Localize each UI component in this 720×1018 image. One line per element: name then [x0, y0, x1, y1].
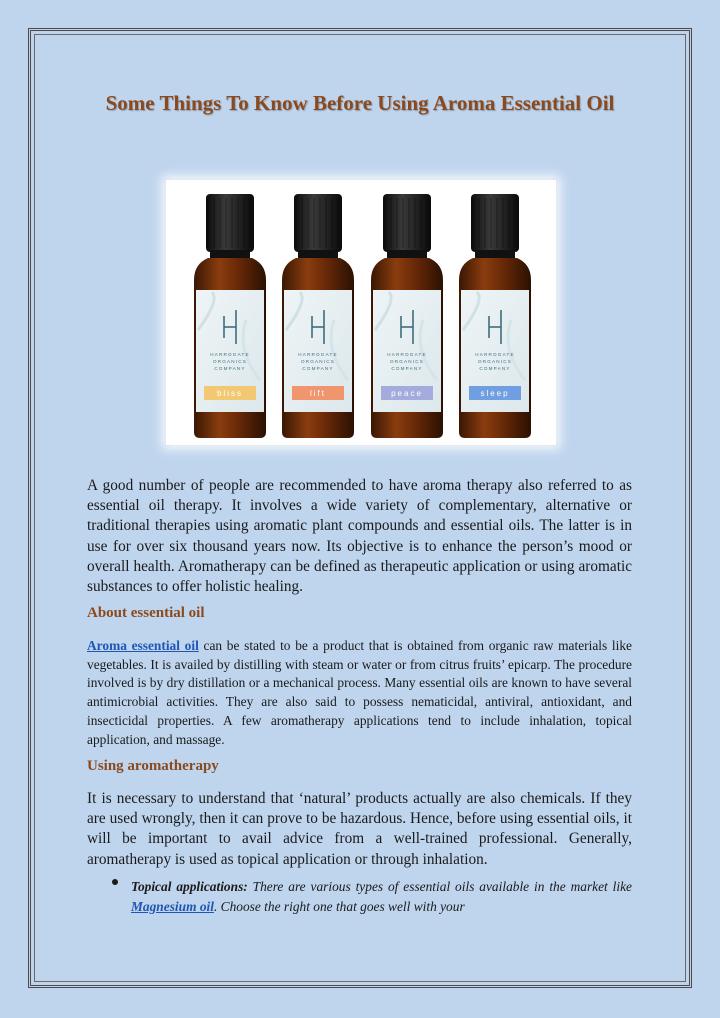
brand-text: ORGANICS	[389, 359, 425, 364]
magnesium-oil-link[interactable]: Magnesium oil	[131, 899, 214, 914]
bullet-text-before: There are various types of essential oils available in the market like	[247, 879, 632, 894]
bottle-lift	[282, 194, 354, 438]
bullet-lead: Topical applications:	[131, 879, 248, 894]
list-bullet	[112, 879, 118, 885]
intro-paragraph: A good number of people are recommended to have aroma therapy also referred to as essential oil therapy. It involves a wide variety of complementary, alternative or traditional therapies using aromatic plant compounds and essential oils. The latter is in use for over six thousand years now. Its objective is to enhance the person’s mood or overall health. Aromatherapy can be defined as therapeutic application or using aromatic substances to offer holistic healing.	[87, 477, 632, 596]
bottle-cap	[383, 194, 431, 252]
brand-text: ORGANICS	[477, 359, 513, 364]
essential-oil-bottles-photo	[166, 180, 556, 445]
page-title: Some Things To Know Before Using Aroma Essential Oil	[105, 91, 615, 115]
bottle-neck-ring	[475, 250, 515, 258]
using-heading: Using aromatherapy	[87, 758, 219, 774]
brand-text: COMPANY	[214, 366, 246, 371]
brand-text: ORGANICS	[300, 359, 336, 364]
bottle-peace	[371, 194, 443, 438]
about-heading: About essential oil	[87, 605, 205, 621]
bottle-neck-ring	[387, 250, 427, 258]
bottle-neck-ring	[210, 250, 250, 258]
bottle-cap	[206, 194, 254, 252]
brand-text: COMPANY	[479, 366, 511, 371]
about-paragraph	[87, 637, 632, 749]
brand-text: HARROGATE	[298, 352, 338, 357]
bullet-text-after: . Choose the right one that goes well with your	[213, 899, 465, 914]
brand-text: HARROGATE	[387, 352, 427, 357]
bottle-bliss	[194, 194, 266, 438]
scent-label: sleep	[480, 389, 510, 398]
brand-text: COMPANY	[302, 366, 334, 371]
scent-label: lift	[310, 389, 326, 398]
bullet-item-topical	[131, 877, 632, 917]
about-body-text: can be stated to be a product that is obtained from organic raw materials like vegetables. It is availed by distilling with steam or water or from citrus fruits’ epicarp. The procedure involved is by dry distillation or a mechanical process. Many essential oils are known to have several antimicrobial activities. They are also said to possess nematicidal, antiviral, antioxidant, and insecticidal properties. A few aromatherapy applications tend to include inhalation, topical application, and massage.	[87, 638, 632, 747]
bottles-illustration	[166, 180, 556, 445]
brand-text: COMPANY	[391, 366, 423, 371]
scent-label: peace	[391, 389, 423, 398]
bottle-neck-ring	[298, 250, 338, 258]
scent-label: bliss	[216, 389, 244, 398]
bottle-sleep	[459, 194, 531, 438]
brand-text: ORGANICS	[212, 359, 248, 364]
brand-text: HARROGATE	[475, 352, 515, 357]
bottle-cap	[471, 194, 519, 252]
aroma-essential-oil-link[interactable]: Aroma essential oil	[87, 638, 199, 653]
bottle-cap	[294, 194, 342, 252]
brand-text: HARROGATE	[210, 352, 250, 357]
using-paragraph: It is necessary to understand that ‘natural’ products actually are also chemicals. If they are used wrongly, then it can prove to be hazardous. Hence, before using essential oils, it will be important to avail advice from a well-trained professional. Generally, aromatherapy is used as topical application or through inhalation.	[87, 790, 632, 868]
